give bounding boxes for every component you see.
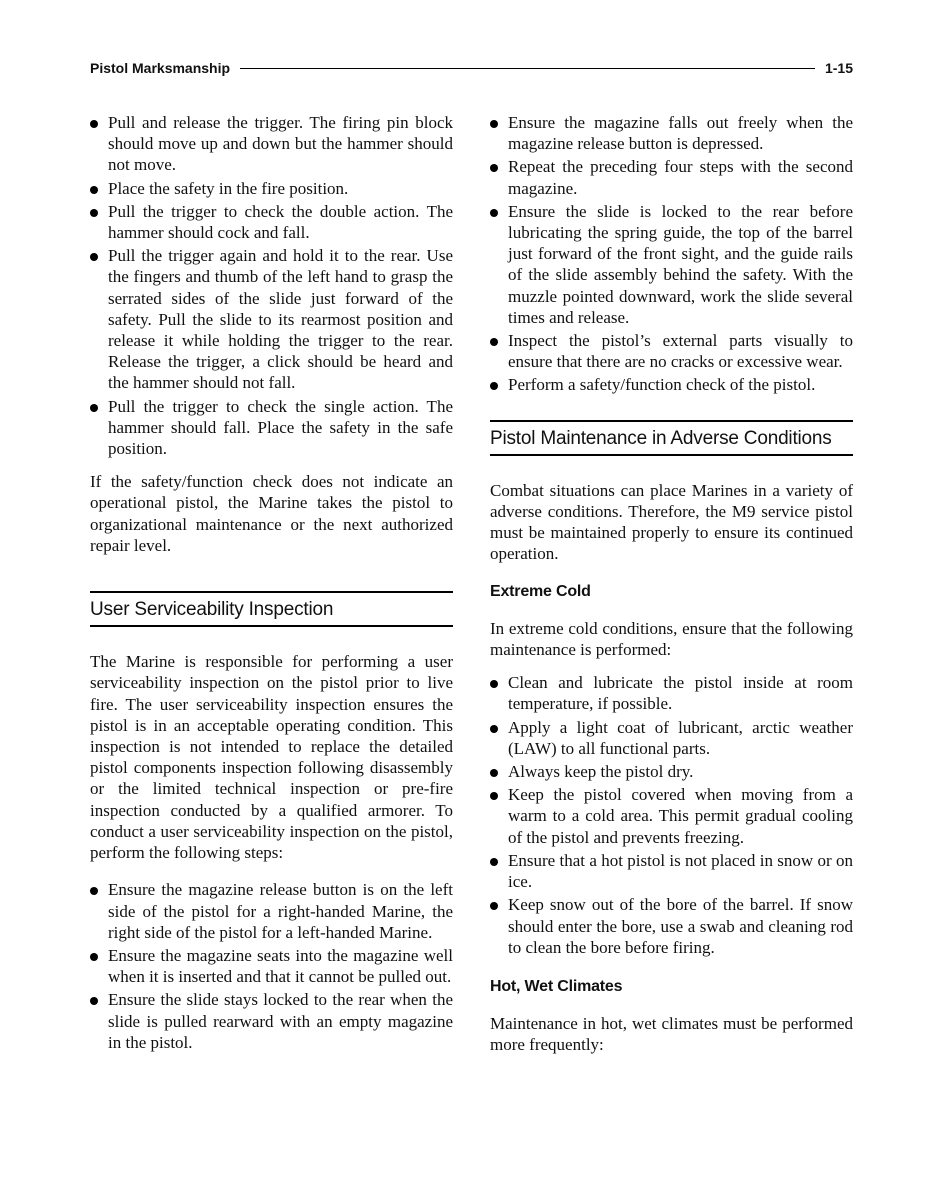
list-item [490,761,853,782]
bullet-icon [90,186,98,194]
list-item-text: Apply a light coat of lubricant, arctic weather (LAW) to all functional parts. [508,717,853,758]
list-item [490,672,853,714]
section-heading-adverse-conditions: Pistol Maintenance in Adverse Conditions [490,420,853,456]
subheading-extreme-cold: Extreme Cold [490,582,591,600]
list-item-text: Ensure that a hot pistol is not placed in snow or on ice. [508,850,853,892]
bullet-icon [490,338,498,346]
bullet-icon [90,953,98,961]
list-item-text: Ensure the magazine seats into the magazine well when it is inserted and that it cannot be pulled out. [108,945,453,987]
bullet-icon [90,404,98,412]
bullet-icon [490,164,498,172]
list-item-text: Inspect the pistol’s external parts visually to ensure that there are no cracks or excessive wear. [508,331,853,372]
list-item [490,784,853,848]
bullet-icon [490,792,498,800]
list-item-text: Ensure the slide stays locked to the rear when the slide is pulled rearward with an empty magazine in the pistol. [108,990,453,1052]
bullet-icon [490,725,498,733]
list-item [490,850,853,892]
bullet-icon [490,902,498,910]
list-item-text: Place the safety in the fire position. [108,178,349,198]
paragraph-adverse: Combat situations can place Marines in a variety of adverse conditions. Therefore, the M9 service pistol must be maintained properly to ensure its continued operation. [490,480,853,564]
list-item [90,945,453,987]
right-column [490,112,853,1056]
list-item-text: Keep the pistol covered when moving from a warm to a cold area. This permit gradual cooling of the pistol and prevents freezing. [508,785,853,847]
bullet-icon [90,209,98,217]
paragraph-hot: Maintenance in hot, wet climates must be performed more frequently: [490,1014,853,1055]
left-column [90,112,453,1055]
list-item-text: Pull the trigger again and hold it to the rear. Use the fingers and thumb of the left hand to grasp the serrated sides of the slide just forward of the safety. Pull the slide to its rearmost position and release it while holding the trigger to the rear. Release the trigger, a click should be heard and the hammer should not fall. [108,246,453,393]
list-item [490,201,853,328]
list-item-text: Pull the trigger to check the double action. The hammer should cock and fall. [108,201,453,243]
running-header [90,56,853,80]
bullet-icon [490,382,498,390]
left-bullet-list-top [90,112,453,459]
list-item [490,156,853,198]
subheading-hot-wet: Hot, Wet Climates [490,977,623,995]
cold-bullet-list [490,672,853,958]
bullet-icon [490,209,498,217]
bullet-icon [90,997,98,1005]
header-rule [240,68,815,69]
list-item [90,396,453,460]
list-item-text: Repeat the preceding four steps with the second magazine. [508,157,853,198]
list-item-text: Perform a safety/function check of the pistol. [508,375,816,395]
list-item-text: Clean and lubricate the pistol inside at room temperature, if possible. [508,673,853,714]
left-bullet-list-bottom [90,879,453,1053]
bullet-icon [90,887,98,895]
bullet-icon [490,769,498,777]
list-item [490,374,853,395]
list-item [90,989,453,1053]
bullet-icon [90,253,98,261]
paragraph-check: If the safety/function check does not indicate an operational pistol, the Marine takes the pistol to organizational maintenance or the next authorized repair level. [90,472,453,555]
bullet-icon [490,120,498,128]
list-item [90,112,453,176]
paragraph-cold: In extreme cold conditions, ensure that the following maintenance is performed: [490,618,853,660]
bullet-icon [90,120,98,128]
list-item-text: Ensure the magazine falls out freely when the magazine release button is depressed. [508,113,853,154]
list-item [90,178,453,199]
right-bullet-list-top [490,112,853,396]
bullet-icon [490,680,498,688]
paragraph-inspection: The Marine is responsible for performing a user serviceability inspection on the pistol prior to live fire. The user serviceability inspection ensures the pistol is in an acceptable operating condition. This inspection is not intended to replace the detailed pistol components inspection following disassembly or the limited technical inspection or pre-fire inspection conducted by a qualified armorer. To conduct a user serviceability inspection on the pistol, perform the following steps: [90,652,453,863]
list-item [490,112,853,154]
bullet-icon [490,858,498,866]
section-heading-user-serviceability: User Serviceability Inspection [90,591,453,627]
list-item [90,201,453,243]
list-item-text: Keep snow out of the bore of the barrel. If snow should enter the bore, use a swab and cleaning rod to clean the bore before firing. [508,895,853,957]
header-title: Pistol Marksmanship [90,60,231,76]
list-item [490,717,853,759]
list-item-text: Always keep the pistol dry. [508,762,694,782]
list-item [90,245,453,393]
list-item [490,330,853,372]
list-item-text: Ensure the magazine release button is on the left side of the pistol for a right-handed Marine, the right side of the pistol for a left-handed Marine. [108,880,453,942]
list-item-text: Pull the trigger to check the single action. The hammer should fall. Place the safety in the safe position. [108,396,453,459]
list-item-text: Pull and release the trigger. The firing pin block should move up and down but the hammer should not move. [108,113,453,175]
list-item [90,879,453,943]
list-item-text: Ensure the slide is locked to the rear before lubricating the spring guide, the top of the barrel just forward of the front sight, and the guide rails of the slide assembly behind the safety. With the muzzle pointed downward, work the slide several times and release. [508,201,853,327]
list-item [490,894,853,958]
page-number: 1-15 [824,60,853,76]
